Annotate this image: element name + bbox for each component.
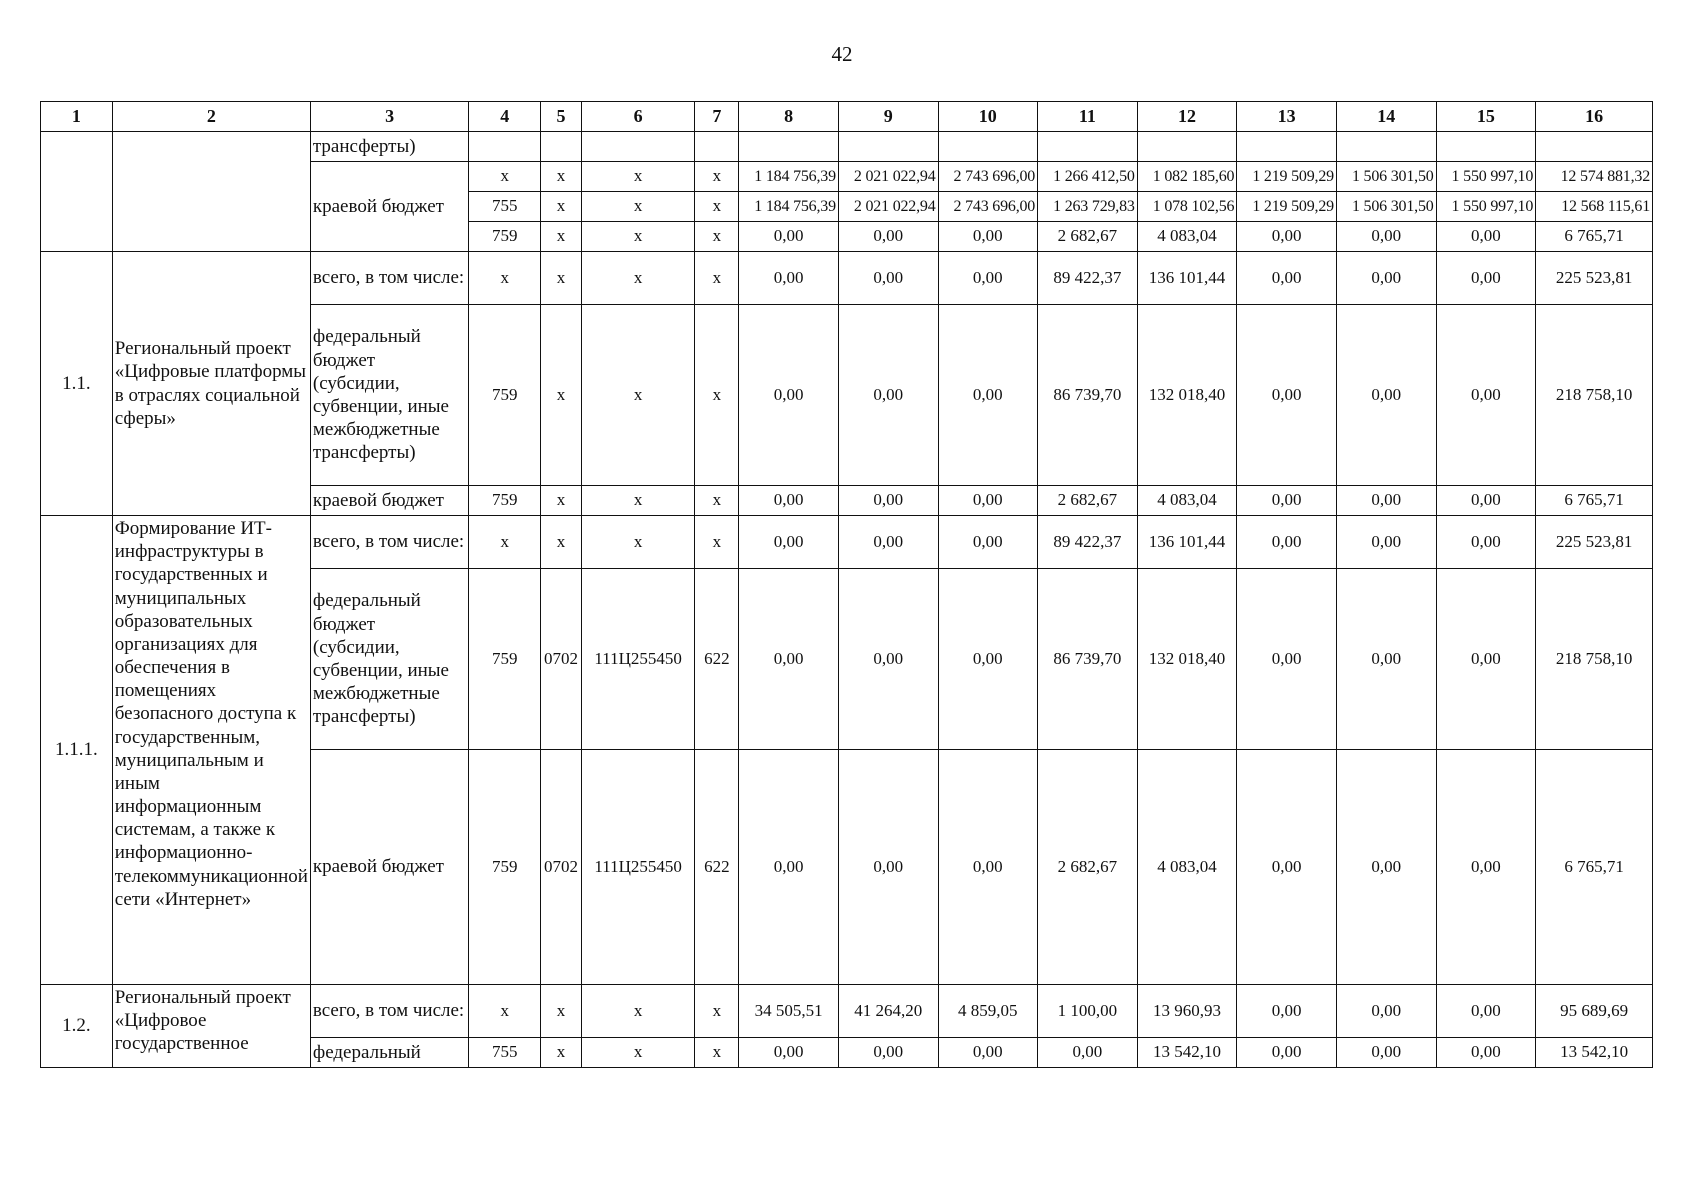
- cell-grbs: 755: [469, 192, 541, 222]
- cell-vr: x: [695, 192, 739, 222]
- cell-value-col-11: 2 682,67: [1038, 222, 1138, 252]
- table-row: [41, 516, 1653, 569]
- cell-value-col-9: 0,00: [838, 750, 938, 985]
- cell-value-col-12: 13 960,93: [1137, 985, 1237, 1038]
- cell-value-col-8: 1 184 756,39: [739, 162, 839, 192]
- cell-value-col-14: 0,00: [1336, 252, 1436, 305]
- cell-value-col-13: 0,00: [1237, 750, 1337, 985]
- cell-rzpr: 0702: [541, 569, 582, 750]
- cell-vr: x: [695, 1038, 739, 1068]
- cell-vr: 622: [695, 569, 739, 750]
- cell-source: краевой бюджет: [310, 162, 469, 252]
- cell-rzpr: x: [541, 222, 582, 252]
- cell-value-col-11: 0,00: [1038, 1038, 1138, 1068]
- header-col-12: 12: [1137, 102, 1237, 132]
- cell-csr: 111Ц255450: [581, 750, 695, 985]
- cell-value-col-9: 2 021 022,94: [838, 162, 938, 192]
- cell-vr: x: [695, 162, 739, 192]
- cell-value-col-14: 0,00: [1336, 750, 1436, 985]
- cell-value-col-16: 12 574 881,32: [1536, 162, 1653, 192]
- cell-value-col-9: 0,00: [838, 222, 938, 252]
- cell-rzpr: x: [541, 252, 582, 305]
- cell-value-col-13: 0,00: [1237, 252, 1337, 305]
- cell-csr: x: [581, 486, 695, 516]
- cell-value-col-12: 1 078 102,56: [1137, 192, 1237, 222]
- cell-value-col-11: [1038, 132, 1138, 162]
- cell-source: федеральный бюджет (субсидии, субвенции, иные межбюджетные трансферты): [310, 305, 469, 486]
- table-row: [41, 252, 1653, 305]
- header-col-13: 13: [1237, 102, 1337, 132]
- cell-value-col-16: 225 523,81: [1536, 516, 1653, 569]
- cell-name: [112, 132, 310, 252]
- cell-value-col-14: 0,00: [1336, 1038, 1436, 1068]
- cell-csr: x: [581, 1038, 695, 1068]
- cell-rzpr: [541, 132, 582, 162]
- header-col-11: 11: [1038, 102, 1138, 132]
- cell-value-col-15: 1 550 997,10: [1436, 192, 1536, 222]
- cell-rzpr: 0702: [541, 750, 582, 985]
- cell-vr: x: [695, 252, 739, 305]
- cell-index: 1.1.1.: [41, 516, 113, 985]
- cell-vr: [695, 132, 739, 162]
- header-col-3: 3: [310, 102, 469, 132]
- cell-value-col-10: 0,00: [938, 516, 1038, 569]
- cell-value-col-9: 0,00: [838, 305, 938, 486]
- cell-value-col-9: 0,00: [838, 516, 938, 569]
- cell-value-col-15: 0,00: [1436, 516, 1536, 569]
- table-row: [41, 985, 1653, 1038]
- cell-value-col-8: 0,00: [739, 516, 839, 569]
- header-col-14: 14: [1336, 102, 1436, 132]
- cell-value-col-8: 0,00: [739, 222, 839, 252]
- cell-value-col-14: 0,00: [1336, 569, 1436, 750]
- table-row: [41, 132, 1653, 162]
- cell-value-col-10: 4 859,05: [938, 985, 1038, 1038]
- header-col-5: 5: [541, 102, 582, 132]
- cell-value-col-14: 0,00: [1336, 985, 1436, 1038]
- cell-grbs: 759: [469, 305, 541, 486]
- cell-value-col-15: 0,00: [1436, 222, 1536, 252]
- cell-value-col-10: 2 743 696,00: [938, 192, 1038, 222]
- cell-value-col-9: 0,00: [838, 252, 938, 305]
- cell-vr: x: [695, 516, 739, 569]
- cell-value-col-14: 0,00: [1336, 486, 1436, 516]
- cell-vr: x: [695, 305, 739, 486]
- cell-value-col-16: 225 523,81: [1536, 252, 1653, 305]
- cell-value-col-16: 6 765,71: [1536, 750, 1653, 985]
- cell-value-col-11: 1 266 412,50: [1038, 162, 1138, 192]
- cell-source: федеральный: [310, 1038, 469, 1068]
- cell-csr: x: [581, 162, 695, 192]
- cell-rzpr: x: [541, 162, 582, 192]
- cell-value-col-12: 13 542,10: [1137, 1038, 1237, 1068]
- cell-value-col-11: 89 422,37: [1038, 516, 1138, 569]
- cell-value-col-14: 1 506 301,50: [1336, 192, 1436, 222]
- cell-grbs: x: [469, 252, 541, 305]
- cell-value-col-10: 0,00: [938, 1038, 1038, 1068]
- header-col-15: 15: [1436, 102, 1536, 132]
- cell-grbs: x: [469, 516, 541, 569]
- cell-value-col-9: 2 021 022,94: [838, 192, 938, 222]
- cell-value-col-13: 0,00: [1237, 486, 1337, 516]
- cell-index: [41, 132, 113, 252]
- cell-vr: 622: [695, 750, 739, 985]
- cell-value-col-8: 0,00: [739, 1038, 839, 1068]
- header-col-6: 6: [581, 102, 695, 132]
- cell-value-col-10: 0,00: [938, 222, 1038, 252]
- cell-value-col-11: 2 682,67: [1038, 750, 1138, 985]
- cell-vr: x: [695, 486, 739, 516]
- budget-table: [40, 101, 1653, 1068]
- cell-value-col-11: 2 682,67: [1038, 486, 1138, 516]
- cell-grbs: [469, 132, 541, 162]
- cell-value-col-16: 218 758,10: [1536, 569, 1653, 750]
- cell-value-col-12: [1137, 132, 1237, 162]
- cell-value-col-16: 6 765,71: [1536, 486, 1653, 516]
- cell-value-col-13: 0,00: [1237, 1038, 1337, 1068]
- cell-value-col-14: 0,00: [1336, 305, 1436, 486]
- cell-rzpr: x: [541, 985, 582, 1038]
- cell-value-col-14: [1336, 132, 1436, 162]
- cell-name: Региональный проект «Цифровые платформы в отраслях социальной сферы»: [112, 252, 310, 516]
- cell-value-col-12: 4 083,04: [1137, 486, 1237, 516]
- cell-rzpr: x: [541, 486, 582, 516]
- cell-index: 1.1.: [41, 252, 113, 516]
- cell-name: Региональный проект «Цифровое государственное: [112, 985, 310, 1068]
- cell-value-col-11: 1 100,00: [1038, 985, 1138, 1038]
- cell-value-col-8: 0,00: [739, 486, 839, 516]
- cell-source: всего, в том числе:: [310, 252, 469, 305]
- cell-value-col-10: 0,00: [938, 486, 1038, 516]
- cell-value-col-12: 1 082 185,60: [1137, 162, 1237, 192]
- cell-value-col-16: 12 568 115,61: [1536, 192, 1653, 222]
- cell-value-col-13: 0,00: [1237, 985, 1337, 1038]
- cell-value-col-13: 0,00: [1237, 305, 1337, 486]
- cell-value-col-9: 0,00: [838, 569, 938, 750]
- header-col-9: 9: [838, 102, 938, 132]
- cell-value-col-15: 1 550 997,10: [1436, 162, 1536, 192]
- page-number: 42: [831, 42, 853, 66]
- cell-value-col-15: 0,00: [1436, 750, 1536, 985]
- header-col-8: 8: [739, 102, 839, 132]
- cell-source: всего, в том числе:: [310, 985, 469, 1038]
- cell-value-col-8: 0,00: [739, 750, 839, 985]
- cell-value-col-9: 41 264,20: [838, 985, 938, 1038]
- header-col-4: 4: [469, 102, 541, 132]
- cell-value-col-12: 4 083,04: [1137, 222, 1237, 252]
- cell-csr: 111Ц255450: [581, 569, 695, 750]
- cell-value-col-16: 13 542,10: [1536, 1038, 1653, 1068]
- cell-grbs: 759: [469, 569, 541, 750]
- cell-csr: x: [581, 252, 695, 305]
- cell-value-col-12: 4 083,04: [1137, 750, 1237, 985]
- cell-value-col-8: 34 505,51: [739, 985, 839, 1038]
- cell-value-col-12: 136 101,44: [1137, 516, 1237, 569]
- cell-value-col-8: 0,00: [739, 569, 839, 750]
- cell-grbs: 759: [469, 750, 541, 985]
- cell-value-col-14: 0,00: [1336, 222, 1436, 252]
- cell-source: краевой бюджет: [310, 750, 469, 985]
- cell-value-col-14: 0,00: [1336, 516, 1436, 569]
- cell-csr: [581, 132, 695, 162]
- cell-value-col-16: [1536, 132, 1653, 162]
- cell-rzpr: x: [541, 516, 582, 569]
- cell-value-col-9: 0,00: [838, 486, 938, 516]
- cell-value-col-16: 218 758,10: [1536, 305, 1653, 486]
- cell-value-col-15: 0,00: [1436, 985, 1536, 1038]
- cell-value-col-8: 1 184 756,39: [739, 192, 839, 222]
- cell-value-col-8: [739, 132, 839, 162]
- header-row: [41, 102, 1653, 132]
- cell-value-col-11: 89 422,37: [1038, 252, 1138, 305]
- cell-source: федеральный бюджет (субсидии, субвенции, иные межбюджетные трансферты): [310, 569, 469, 750]
- cell-value-col-11: 86 739,70: [1038, 569, 1138, 750]
- cell-value-col-10: 0,00: [938, 305, 1038, 486]
- header-col-1: 1: [41, 102, 113, 132]
- cell-value-col-15: 0,00: [1436, 252, 1536, 305]
- cell-value-col-13: 0,00: [1237, 516, 1337, 569]
- cell-source: краевой бюджет: [310, 486, 469, 516]
- cell-index: 1.2.: [41, 985, 113, 1068]
- header-col-10: 10: [938, 102, 1038, 132]
- cell-value-col-12: 132 018,40: [1137, 569, 1237, 750]
- cell-value-col-8: 0,00: [739, 252, 839, 305]
- cell-csr: x: [581, 516, 695, 569]
- cell-value-col-15: 0,00: [1436, 486, 1536, 516]
- cell-grbs: x: [469, 985, 541, 1038]
- cell-value-col-10: [938, 132, 1038, 162]
- cell-grbs: x: [469, 162, 541, 192]
- cell-rzpr: x: [541, 1038, 582, 1068]
- cell-rzpr: x: [541, 192, 582, 222]
- header-col-16: 16: [1536, 102, 1653, 132]
- header-col-2: 2: [112, 102, 310, 132]
- cell-value-col-13: 1 219 509,29: [1237, 162, 1337, 192]
- cell-csr: x: [581, 305, 695, 486]
- cell-value-col-15: 0,00: [1436, 305, 1536, 486]
- cell-value-col-11: 1 263 729,83: [1038, 192, 1138, 222]
- cell-csr: x: [581, 985, 695, 1038]
- cell-source: всего, в том числе:: [310, 516, 469, 569]
- cell-value-col-13: 0,00: [1237, 569, 1337, 750]
- cell-grbs: 755: [469, 1038, 541, 1068]
- cell-value-col-16: 6 765,71: [1536, 222, 1653, 252]
- cell-value-col-13: [1237, 132, 1337, 162]
- cell-value-col-13: 1 219 509,29: [1237, 192, 1337, 222]
- header-col-7: 7: [695, 102, 739, 132]
- cell-value-col-15: 0,00: [1436, 1038, 1536, 1068]
- cell-rzpr: x: [541, 305, 582, 486]
- cell-value-col-12: 136 101,44: [1137, 252, 1237, 305]
- cell-csr: x: [581, 222, 695, 252]
- cell-value-col-10: 0,00: [938, 750, 1038, 985]
- cell-value-col-10: 0,00: [938, 252, 1038, 305]
- cell-value-col-15: [1436, 132, 1536, 162]
- cell-value-col-9: 0,00: [838, 1038, 938, 1068]
- cell-grbs: 759: [469, 222, 541, 252]
- cell-value-col-9: [838, 132, 938, 162]
- cell-value-col-8: 0,00: [739, 305, 839, 486]
- cell-vr: x: [695, 985, 739, 1038]
- cell-grbs: 759: [469, 486, 541, 516]
- cell-value-col-12: 132 018,40: [1137, 305, 1237, 486]
- cell-value-col-10: 0,00: [938, 569, 1038, 750]
- cell-value-col-10: 2 743 696,00: [938, 162, 1038, 192]
- cell-csr: x: [581, 192, 695, 222]
- cell-value-col-14: 1 506 301,50: [1336, 162, 1436, 192]
- cell-value-col-13: 0,00: [1237, 222, 1337, 252]
- cell-name: Формирование ИТ-инфраструктуры в государственных и муниципальных образовательных организациях для обеспечения в помещениях безопасного доступа к государственным, муниципальным и иным информационным системам, а также к информационно-телекоммуникационной сети «Интернет»: [112, 516, 310, 985]
- cell-value-col-15: 0,00: [1436, 569, 1536, 750]
- cell-value-col-11: 86 739,70: [1038, 305, 1138, 486]
- cell-source: трансферты): [310, 132, 469, 162]
- cell-value-col-16: 95 689,69: [1536, 985, 1653, 1038]
- cell-vr: x: [695, 222, 739, 252]
